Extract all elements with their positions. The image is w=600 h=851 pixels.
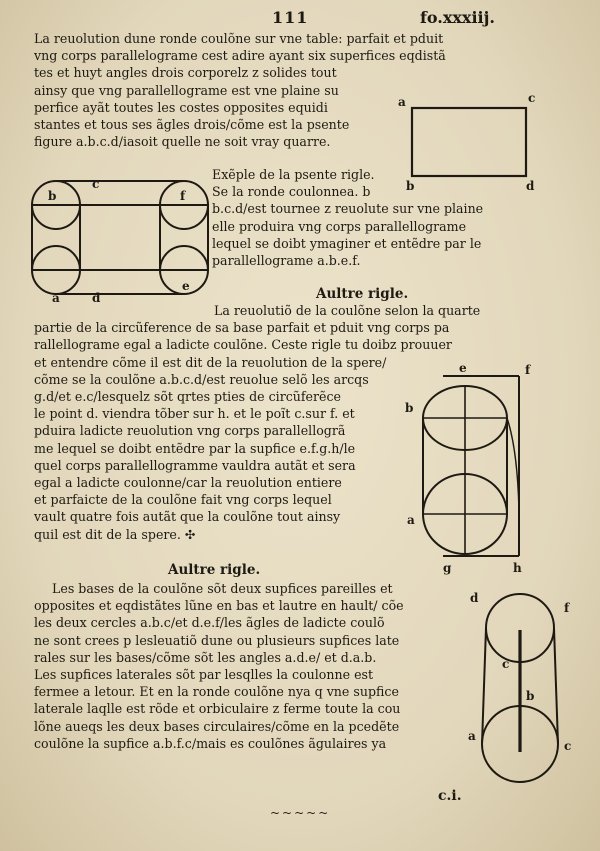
figure-label: a (407, 513, 415, 527)
text-line: perfice ayãt toutes les costes opposites equidi (34, 99, 328, 115)
text-line: tes et huyt angles drois corporelz z solides tout (34, 65, 337, 81)
figure-label: d (526, 179, 535, 193)
text-line: Se la ronde coulonnea. b (212, 184, 371, 200)
text-line: La reuolution dune ronde coulõne sur vne table: parfait et pduit (34, 31, 444, 46)
text-line: rallellograme egal a ladicte coulõne. Ceste rigle tu doibz prouuer (34, 337, 452, 353)
figure-label: g (443, 561, 452, 575)
figure-label: a (398, 95, 406, 109)
text-line: lequel se doibt ymaginer et entẽdre par le (212, 235, 482, 251)
text-line: egal a ladicte coulonne/car la reuolution entiere (34, 475, 342, 491)
text-line: quil est dit de la spere. ✣ (34, 526, 196, 542)
figure-label: b (526, 689, 535, 703)
text-line: pduira ladicte reuolution vng corps parallellogrã (34, 423, 346, 439)
figure-label: e (182, 279, 190, 293)
text-line: rales sur les bases/cõme sõt les angles a.d.e/ et d.a.b. (34, 649, 377, 665)
text-line: Les supfices laterales sõt par lesqlles la coulonne est (34, 667, 374, 683)
text-line: coulõne la supfice a.b.f.c/mais es coulõnes ãgulaires ya (34, 735, 387, 751)
figure-label: e (459, 361, 467, 375)
text-line: fermee a letour. Et en la ronde coulõne nya q vne supfice (34, 684, 399, 700)
figure-label: c (564, 739, 572, 753)
text-line: et entendre cõme il est dit de la reuolution de la spere/ (34, 354, 387, 370)
figure-label: f (564, 601, 570, 615)
text-line: La reuolutiõ de la coulõne selon la quarte (214, 303, 481, 318)
figure-label: a (52, 291, 60, 305)
text-line: opposites et eqdistãtes lũne en bas et lautre en hault/ cõe (34, 598, 404, 614)
text-line: Exẽple de la psente rigle. (212, 167, 375, 182)
text-line: quel corps parallellogramme vauldra autãt et sera (34, 457, 356, 473)
figure-label: d (470, 591, 479, 605)
figure-label: c (92, 177, 100, 191)
figure-quarter-revolution (405, 360, 535, 580)
text-line: stantes et tous ses ãgles drois/cõme est la psente (34, 117, 350, 133)
text-line: vault quatre fois autãt que la coulõne tout ainsy (34, 509, 341, 525)
paragraph-bases (34, 580, 464, 752)
figure-label: b (406, 179, 415, 193)
ornament-rule: ~~~~~ (270, 806, 331, 820)
paragraph-example (212, 166, 542, 269)
figure-label: b (48, 189, 57, 203)
figure-label: f (180, 189, 186, 203)
text-line: lõne aueqs les deux bases circulaires/cõme en la pcedẽte (34, 718, 400, 734)
text-line: parallellograme a.b.e.f. (212, 253, 361, 269)
figure-label: b (405, 401, 414, 415)
section-heading: Aultre rigle. (168, 562, 261, 578)
text-line: ainsy que vng parallellograme est vne plaine su (34, 82, 339, 98)
figure-cylinder-revolution (26, 170, 216, 306)
text-line: partie de la circũference de sa base parfait et pduit vng corps pa (34, 320, 450, 336)
text-line: me lequel se doibt entẽdre par la supfice e.f.g.h/le (34, 440, 356, 456)
text-line: ne sont crees p lesleuatiõ dune ou plusieurs supfices late (34, 632, 400, 648)
figure-column (468, 588, 584, 788)
text-line: vng corps parallelograme cest adire ayant six superfices eqdistã (34, 48, 446, 64)
figure-label: f (525, 363, 531, 377)
text-line: les deux cercles a.b.c/et d.e.f/les ãgles de ladicte coulõ (34, 615, 385, 631)
section-heading: Aultre rigle. (316, 286, 409, 302)
text-line: cõme se la coulõne a.b.c.d/est reuolue selõ les arcqs (34, 371, 369, 387)
figure-label: c (528, 91, 536, 105)
signature-mark: c.i. (438, 788, 462, 804)
figure-label: h (513, 561, 522, 575)
figure-label: c (502, 657, 510, 671)
page-number: 111 (272, 8, 309, 27)
figure-label: a (468, 729, 476, 743)
text-line: elle produira vng corps parallellograme (212, 218, 467, 234)
text-line: b.c.d/est tournee z reuolute sur vne plaine (212, 201, 484, 217)
text-line: figure a.b.c.d/iasoit quelle ne soit vray quarre. (34, 134, 331, 150)
text-line: le point d. viendra tõber sur h. et le poĩt c.sur f. et (34, 406, 355, 422)
text-line: et parfaicte de la coulõne fait vng corps lequel (34, 492, 332, 508)
figure-label: d (92, 291, 101, 305)
text-line: g.d/et e.c/lesquelz sõt qrtes pties de circũferẽce (34, 389, 341, 405)
text-line: Les bases de la coulõne sõt deux supfices pareilles et (52, 581, 393, 596)
text-line: laterale laqlle est rõde et orbiculaire z ferme toute la cou (34, 701, 401, 717)
folio-number: fo.xxxiij. (420, 8, 495, 27)
